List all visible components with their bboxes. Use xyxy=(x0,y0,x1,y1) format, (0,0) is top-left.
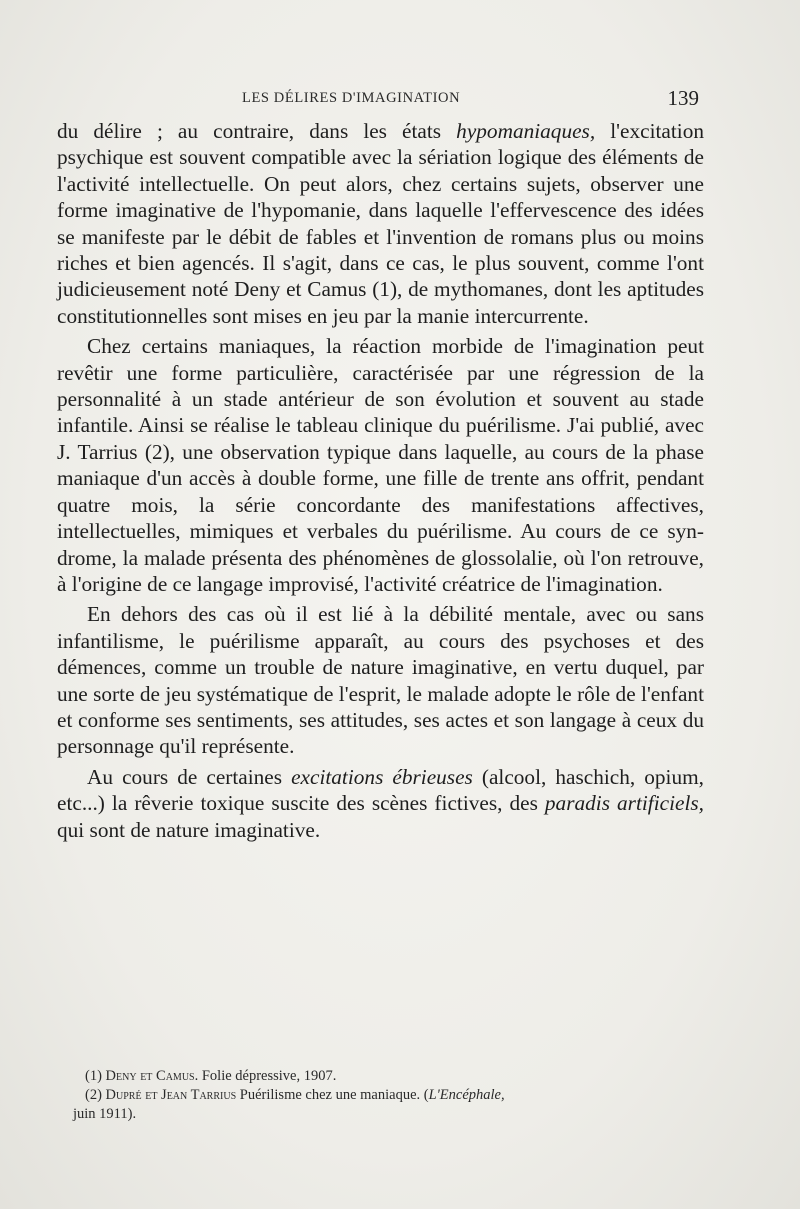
footnote-marker: (2) xyxy=(85,1087,102,1103)
footnote-authors: Dupré et Jean Tarrius xyxy=(105,1087,237,1103)
footnotes xyxy=(57,1067,717,1124)
paragraph-4 xyxy=(57,764,704,843)
text-run: l'excitation psychique est souvent compatible avec la sériation logique des éléments de l'activité intellectuelle. On peut alors, chez certains sujets, observer une forme imaginative de l'hypomanie, dans laquelle l'effervescence des idées se manifeste par le débit de fables et l'invention de romans plus ou moins riches et bien agencés. Il s'agit, dans ce cas, le plus souvent, comme l'ont judicieusement noté Deny et Camus (1), de mythomanes, dont les aptitudes constitutionnelles sont mises en jeu par la manie intercurrente. xyxy=(57,119,704,328)
footnote-marker: (1) xyxy=(85,1068,102,1084)
italic-term-excitations: excitations ébrieuses xyxy=(291,764,473,789)
text-run: du délire ; au contraire, dans les états xyxy=(57,119,457,143)
footnote-2 xyxy=(57,1086,717,1105)
text-run: (alcool, haschich, opium, etc...) la rêverie toxique suscite des scènes fictives, des xyxy=(57,764,704,816)
page-header xyxy=(60,86,705,116)
footnote-1 xyxy=(57,1067,717,1086)
footnote-text: Folie dépressive, 1907. xyxy=(198,1068,337,1084)
footnote-journal: L'Encéphale, xyxy=(428,1087,505,1103)
paragraph-1 xyxy=(57,118,704,329)
page-number: 139 xyxy=(667,86,699,110)
italic-term-paradis: paradis artificiels, xyxy=(544,791,704,816)
running-head: LES DÉLIRES D'IMAGINATION xyxy=(242,90,461,106)
paragraph-3 xyxy=(57,601,704,759)
text-run: En dehors des cas où il est lié à la débilité mentale, avec ou sans infantilisme, le puérilisme apparaît, au cours des psychoses et des démences, comme un trouble de nature imaginative, en vertu duquel, par une sorte de jeu systématique de l'esprit, le malade adopte le rôle de l'enfant et conforme ses sentiments, ses attitudes, ses actes et son langage à ceux du personnage qu'il représente. xyxy=(57,602,704,759)
body-text xyxy=(57,118,704,843)
footnote-text: Puérilisme chez une maniaque. ( xyxy=(236,1087,429,1103)
footnote-2-continuation: juin 1911). xyxy=(73,1106,137,1122)
footnote-authors: Deny et Camus. xyxy=(105,1068,199,1084)
paragraph-2 xyxy=(57,333,704,597)
text-run: Chez certains maniaques, la réaction morbide de l'imagination peut revêtir une forme particulière, caractérisée par une régression de la personnalité à un stade antérieur de son évolution et souvent au stade infantile. Ainsi se réalise le tableau clinique du puérilisme. J'ai publié, avec J. Tarrius (2), une observation typique dans laquelle, au cours de la phase maniaque d'un accès à double forme, une fille de trente ans offrit, pendant quatre mois, la série concordante des manifestations affectives, intellectuelles, mimiques et verbales du puérilisme. Au cours de ce syndrome, la malade présenta des phénomènes de glossolalie, où l'on retrouve, à l'origine de ce langage improvisé, l'activité créatrice de l'imagination. xyxy=(57,334,704,596)
text-run: qui sont de nature imaginative. xyxy=(57,817,321,842)
italic-term-hypomaniaques: hypomaniaques, xyxy=(456,119,596,143)
text-run: Au cours de certaines xyxy=(87,764,292,789)
